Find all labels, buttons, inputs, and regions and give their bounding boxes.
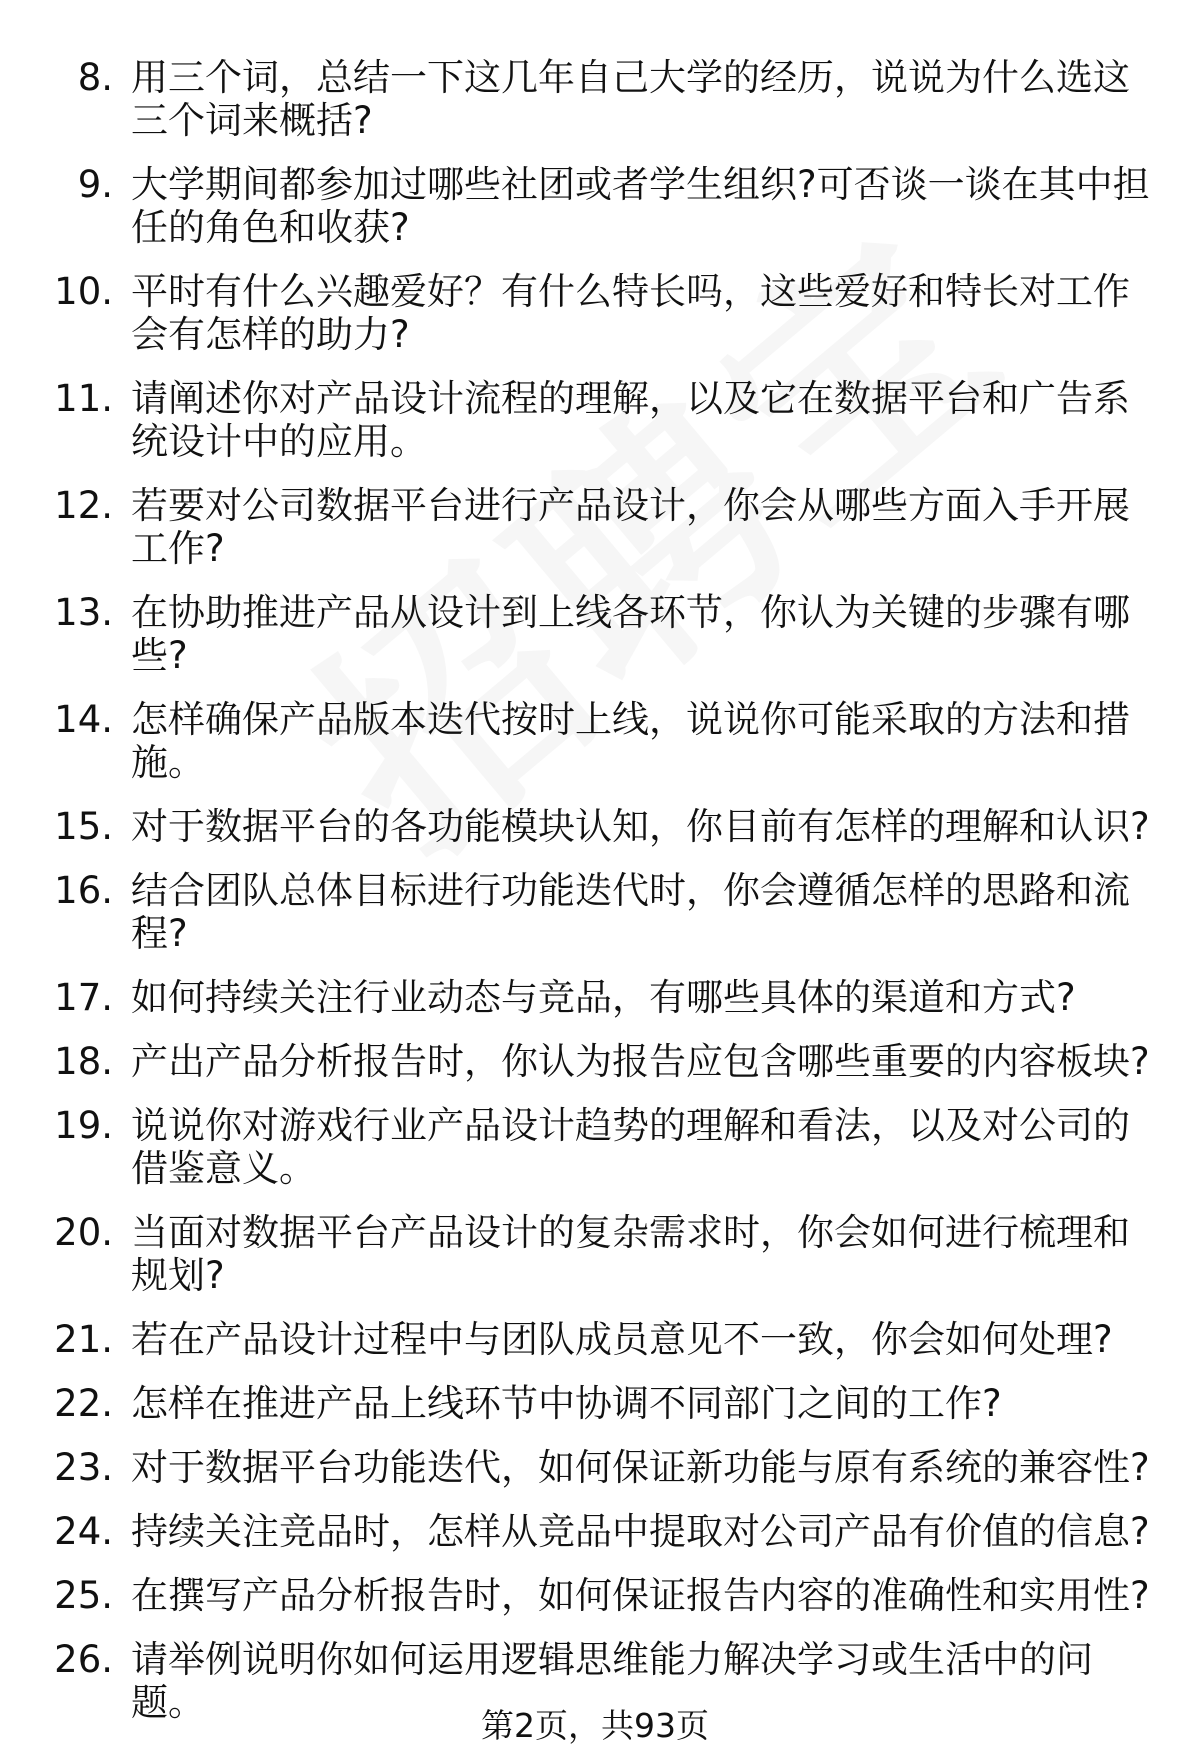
question-item: [0, 869, 1190, 955]
question-text: 产出产品分析报告时，你认为报告应包含哪些重要的内容板块?: [131, 1040, 1150, 1083]
question-item: [0, 1211, 1190, 1297]
question-item: [0, 1318, 1190, 1361]
question-number: 26.: [54, 1638, 113, 1681]
question-list: [0, 56, 1190, 1745]
question-item: [0, 163, 1190, 249]
question-text: 如何持续关注行业动态与竞品，有哪些具体的渠道和方式?: [131, 976, 1076, 1019]
question-number: 23.: [54, 1446, 113, 1489]
question-number: 24.: [54, 1510, 113, 1553]
question-text: 若要对公司数据平台进行产品设计，你会从哪些方面入手开展工作?: [131, 484, 1130, 570]
question-text: 对于数据平台的各功能模块认知，你目前有怎样的理解和认识?: [131, 805, 1150, 848]
question-number: 10.: [54, 270, 113, 313]
page-number-label: 第2页，共93页: [481, 1706, 709, 1745]
question-text: 在撰写产品分析报告时，如何保证报告内容的准确性和实用性?: [131, 1574, 1150, 1617]
question-number: 9.: [77, 163, 113, 206]
question-item: [0, 1510, 1190, 1553]
question-number: 14.: [54, 698, 113, 741]
question-number: 25.: [54, 1574, 113, 1617]
question-text: 结合团队总体目标进行功能迭代时，你会遵循怎样的思路和流程?: [131, 869, 1130, 955]
question-text: 对于数据平台功能迭代，如何保证新功能与原有系统的兼容性?: [131, 1446, 1150, 1489]
question-number: 15.: [54, 805, 113, 848]
question-number: 12.: [54, 484, 113, 527]
question-text: 当面对数据平台产品设计的复杂需求时，你会如何进行梳理和规划?: [131, 1211, 1130, 1297]
question-text: 大学期间都参加过哪些社团或者学生组织?可否谈一谈在其中担任的角色和收获?: [131, 163, 1150, 249]
question-text: 若在产品设计过程中与团队成员意见不一致，你会如何处理?: [131, 1318, 1113, 1361]
question-item: [0, 484, 1190, 570]
question-item: [0, 1446, 1190, 1489]
question-item: [0, 1382, 1190, 1425]
question-text: 请举例说明你如何运用逻辑思维能力解决学习或生活中的问题。: [131, 1638, 1093, 1724]
question-number: 8.: [77, 56, 113, 99]
question-item: [0, 1040, 1190, 1083]
question-text: 平时有什么兴趣爱好？有什么特长吗，这些爱好和特长对工作会有怎样的助力?: [131, 270, 1130, 356]
question-item: [0, 698, 1190, 784]
question-item: [0, 1104, 1190, 1190]
question-number: 21.: [54, 1318, 113, 1361]
question-number: 17.: [54, 976, 113, 1019]
question-number: 16.: [54, 869, 113, 912]
question-number: 18.: [54, 1040, 113, 1083]
question-number: 13.: [54, 591, 113, 634]
question-text: 持续关注竞品时，怎样从竞品中提取对公司产品有价值的信息?: [131, 1510, 1150, 1553]
question-item: [0, 1574, 1190, 1617]
question-item: [0, 976, 1190, 1019]
question-text: 在协助推进产品从设计到上线各环节，你认为关键的步骤有哪些?: [131, 591, 1130, 677]
page-footer: [0, 1706, 1190, 1746]
question-item: [0, 805, 1190, 848]
question-number: 20.: [54, 1211, 113, 1254]
question-number: 22.: [54, 1382, 113, 1425]
question-text: 请阐述你对产品设计流程的理解，以及它在数据平台和广告系统设计中的应用。: [131, 377, 1130, 463]
question-text: 怎样在推进产品上线环节中协调不同部门之间的工作?: [131, 1382, 1002, 1425]
question-text: 怎样确保产品版本迭代按时上线，说说你可能采取的方法和措施。: [131, 698, 1130, 784]
question-item: [0, 591, 1190, 677]
question-item: [0, 377, 1190, 463]
question-number: 19.: [54, 1104, 113, 1147]
question-text: 说说你对游戏行业产品设计趋势的理解和看法，以及对公司的借鉴意义。: [131, 1104, 1130, 1190]
question-item: [0, 56, 1190, 142]
question-text: 用三个词，总结一下这几年自己大学的经历，说说为什么选这三个词来概括?: [131, 56, 1130, 142]
question-number: 11.: [54, 377, 113, 420]
question-item: [0, 270, 1190, 356]
